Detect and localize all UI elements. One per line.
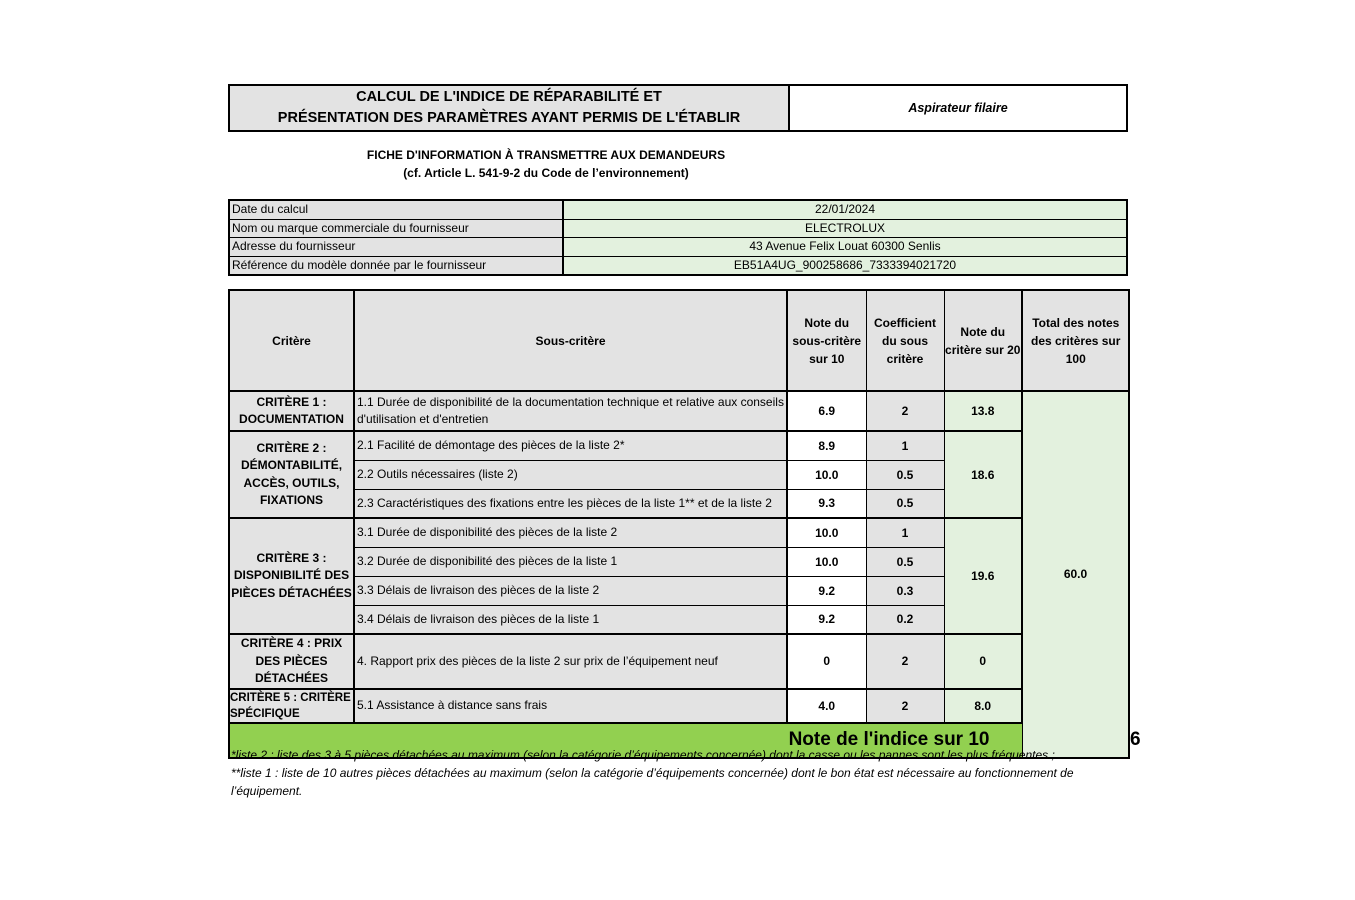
total-score: 60.0 [1022, 391, 1129, 758]
sub-criterion-note: 10.0 [787, 518, 866, 547]
criterion-4-name: CRITÈRE 4 : PRIX DES PIÈCES DÉTACHÉES [229, 634, 354, 689]
table-row [229, 634, 1129, 689]
col-header-note-critere: Note du critère sur 20 [944, 290, 1022, 391]
final-score-label: Note de l'indice sur 10 [229, 723, 1022, 758]
sub-criterion-label: 2.3 Caractéristiques des fixations entre les pièces de la liste 1** et de la liste 2 [354, 489, 787, 518]
criterion-4-note: 0 [944, 634, 1022, 689]
sub-criterion-note: 8.9 [787, 431, 866, 460]
table-header-row [229, 290, 1129, 391]
repairability-table [228, 289, 1141, 759]
report-title [230, 86, 790, 130]
sub-criterion-coef: 2 [866, 391, 944, 431]
criterion-5-note: 8.0 [944, 689, 1022, 723]
sub-criterion-coef: 2 [866, 689, 944, 723]
criterion-5-name: CRITÈRE 5 : CRITÈRE SPÉCIFIQUE [229, 689, 354, 723]
col-header-note-sous: Note du sous-critère sur 10 [787, 290, 866, 391]
sub-criterion-note: 9.3 [787, 489, 866, 518]
criterion-1-note: 13.8 [944, 391, 1022, 431]
info-row-reference [229, 256, 1127, 275]
table-row [229, 391, 1129, 431]
fiche-subtitle [228, 146, 864, 182]
info-row-address [229, 238, 1127, 257]
criterion-2-note: 18.6 [944, 431, 1022, 518]
supplier-info-table [228, 199, 1128, 276]
info-row-brand [229, 219, 1127, 238]
col-header-sous-critere: Sous-critère [354, 290, 787, 391]
sub-criterion-coef: 0.2 [866, 605, 944, 634]
col-header-total: Total des notes des critères sur 100 [1022, 290, 1129, 391]
footnote-1: *liste 2 : liste des 3 à 5 pièces détachées au maximum (selon la catégorie d’équipements concernée) dont la casse ou les pannes sont les plus fréquentes ; [231, 748, 1055, 762]
sub-criterion-note: 10.0 [787, 460, 866, 489]
sub-criterion-note: 6.9 [787, 391, 866, 431]
info-label: Référence du modèle donnée par le fournisseur [229, 256, 563, 275]
criterion-1-name: CRITÈRE 1 : DOCUMENTATION [229, 391, 354, 431]
sub-criterion-label: 3.1 Durée de disponibilité des pièces de la liste 2 [354, 518, 787, 547]
footnote-2: **liste 1 : liste de 10 autres pièces détachées au maximum (selon la catégorie d’équipements concernée) dont le bon état est nécessaire au fonctionnement de l’équipement. [231, 766, 1074, 798]
sub-criterion-note: 10.0 [787, 547, 866, 576]
info-row-date [229, 200, 1127, 219]
criterion-3-name: CRITÈRE 3 : DISPONIBILITÉ DES PIÈCES DÉTACHÉES [229, 518, 354, 634]
footnotes [231, 746, 1111, 800]
info-value: 22/01/2024 [563, 200, 1127, 219]
table-row [229, 689, 1129, 723]
sub-criterion-label: 2.2 Outils nécessaires (liste 2) [354, 460, 787, 489]
sub-criterion-label: 3.3 Délais de livraison des pièces de la liste 2 [354, 576, 787, 605]
sub-criterion-label: 5.1 Assistance à distance sans frais [354, 689, 787, 723]
table-row [229, 431, 1129, 460]
sub-criterion-label: 3.4 Délais de livraison des pièces de la liste 1 [354, 605, 787, 634]
sub-criterion-coef: 0.3 [866, 576, 944, 605]
col-header-critere: Critère [229, 290, 354, 391]
table-row [229, 518, 1129, 547]
sub-criterion-coef: 2 [866, 634, 944, 689]
sub-criterion-note: 9.2 [787, 576, 866, 605]
info-value: 43 Avenue Felix Louat 60300 Senlis [563, 238, 1127, 257]
col-header-coef: Coefficient du sous critère [866, 290, 944, 391]
sub-criterion-label: 2.1 Facilité de démontage des pièces de la liste 2* [354, 431, 787, 460]
sub-criterion-coef: 0.5 [866, 489, 944, 518]
criterion-3-note: 19.6 [944, 518, 1022, 634]
info-label: Nom ou marque commerciale du fournisseur [229, 219, 563, 238]
fiche-line-2: (cf. Article L. 541-9-2 du Code de l’environnement) [403, 166, 689, 180]
sub-criterion-coef: 0.5 [866, 460, 944, 489]
info-label: Adresse du fournisseur [229, 238, 563, 257]
report-header [228, 84, 1128, 132]
sub-criterion-label: 3.2 Durée de disponibilité des pièces de la liste 1 [354, 547, 787, 576]
sub-criterion-label: 4. Rapport prix des pièces de la liste 2 sur prix de l’équipement neuf [354, 634, 787, 689]
title-line-2: PRÉSENTATION DES PARAMÈTRES AYANT PERMIS DE L'ÉTABLIR [277, 110, 741, 126]
fiche-line-1: FICHE D'INFORMATION À TRANSMETTRE AUX DEMANDEURS [366, 148, 726, 162]
sub-criterion-note: 0 [787, 634, 866, 689]
sub-criterion-coef: 1 [866, 518, 944, 547]
final-score-row: Note de l'indice sur 10 6 [229, 723, 1129, 758]
sub-criterion-coef: 0.5 [866, 547, 944, 576]
info-value: ELECTROLUX [563, 219, 1127, 238]
sub-criterion-note: 4.0 [787, 689, 866, 723]
sub-criterion-label: 1.1 Durée de disponibilité de la documentation technique et relative aux conseils d'utilisation et d'entretien [354, 391, 787, 431]
info-value: EB51A4UG_900258686_7333394021720 [563, 256, 1127, 275]
sub-criterion-note: 9.2 [787, 605, 866, 634]
info-label: Date du calcul [229, 200, 563, 219]
sub-criterion-coef: 1 [866, 431, 944, 460]
title-line-1: CALCUL DE L'INDICE DE RÉPARABILITÉ ET [356, 89, 662, 105]
product-type: Aspirateur filaire [908, 101, 1008, 115]
criterion-2-name: CRITÈRE 2 : DÉMONTABILITÉ, ACCÈS, OUTILS, FIXATIONS [229, 431, 354, 518]
